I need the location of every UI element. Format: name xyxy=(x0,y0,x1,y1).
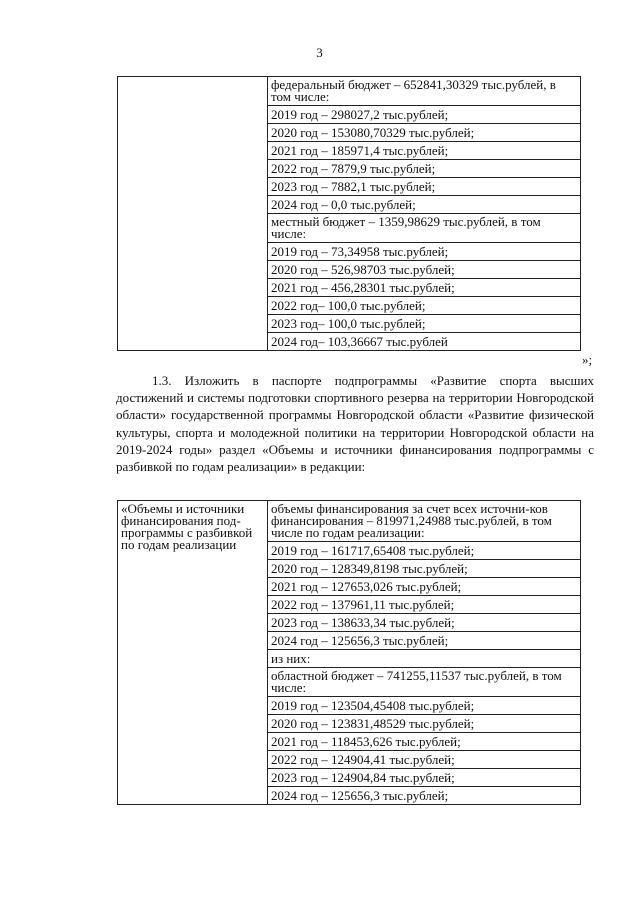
table-line: 2022 год – 124904,41 тыс.рублей; xyxy=(268,751,580,769)
amendment-paragraph: 1.3. Изложить в паспорте подпрограммы «Развитие спорта высших достижений и системы подготовки спортивного резерва на территории Новгородской области» государственной программы Новгородской области «Развитие физической культуры, спорта и молодежной политики на территории Новгородской области на 2019-2024 годы» раздел «Объемы и источники финансирования подпрограммы с разбивкой по годам реализации» в редакции: xyxy=(116,373,594,475)
table-line: 2022 год – 137961,11 тыс.рублей; xyxy=(268,596,580,614)
table-left-cell xyxy=(118,501,268,805)
table-line: 2023 год– 100,0 тыс.рублей; xyxy=(268,315,580,333)
table-line: 2024 год – 125656,3 тыс.рублей; xyxy=(271,788,449,803)
table-line: местный бюджет – 1359,98629 тыс.рублей, в том числе: xyxy=(268,214,580,243)
table-line: 2024 год – 0,0 тыс.рублей; xyxy=(268,196,580,214)
table-line: 2019 год – 298027,2 тыс.рублей; xyxy=(268,106,580,124)
table-line: 2024 год– 103,36667 тыс.рублей xyxy=(271,334,448,349)
table-line: 2019 год – 73,34958 тыс.рублей; xyxy=(268,243,580,261)
table-line: областной бюджет – 741255,11537 тыс.рублей, в том числе: xyxy=(268,668,580,697)
table-line: 2021 год – 456,28301 тыс.рублей; xyxy=(268,279,580,297)
table-line: федеральный бюджет – 652841,30329 тыс.рублей, в том числе: xyxy=(268,77,580,106)
table-line: 2022 год – 7879,9 тыс.рублей; xyxy=(268,160,580,178)
table-line: 2019 год – 123504,45408 тыс.рублей; xyxy=(268,697,580,715)
table-line: 2019 год – 161717,65408 тыс.рублей; xyxy=(268,542,580,560)
closing-quote: »; xyxy=(582,352,593,367)
table-line: 2021 год – 118453,626 тыс.рублей; xyxy=(268,733,580,751)
table-right-cell xyxy=(268,77,581,351)
table-line: 2023 год – 138633,34 тыс.рублей; xyxy=(268,614,580,632)
table-line: 2022 год– 100,0 тыс.рублей; xyxy=(268,297,580,315)
table-left-cell-empty xyxy=(118,77,268,351)
table-line: 2020 год – 526,98703 тыс.рублей; xyxy=(268,261,580,279)
table-line: 2020 год – 123831,48529 тыс.рублей; xyxy=(268,715,580,733)
table-line: 2020 год – 153080,70329 тыс.рублей; xyxy=(268,124,580,142)
table-line: 2020 год – 128349,8198 тыс.рублей; xyxy=(268,560,580,578)
table-line: 2024 год – 125656,3 тыс.рублей; xyxy=(268,632,580,650)
table-right-cell xyxy=(268,501,581,805)
funding-table-continued xyxy=(117,76,581,351)
table-line: 2021 год – 185971,4 тыс.рублей; xyxy=(268,142,580,160)
table-line: 2023 год – 7882,1 тыс.рублей; xyxy=(268,178,580,196)
table-line: из них: xyxy=(268,650,580,668)
table-line: 2023 год – 124904,84 тыс.рублей; xyxy=(268,769,580,787)
section-title: «Объемы и источники финансирования под-программы с разбивкой по годам реализации xyxy=(121,501,253,552)
table-line: объемы финансирования за счет всех источни-ков финансирования – 819971,24988 тыс.рублей, в том числе по годам реализации: xyxy=(268,501,580,542)
funding-table-new xyxy=(117,500,581,805)
page-number: 3 xyxy=(316,45,323,60)
table-line: 2021 год – 127653,026 тыс.рублей; xyxy=(268,578,580,596)
